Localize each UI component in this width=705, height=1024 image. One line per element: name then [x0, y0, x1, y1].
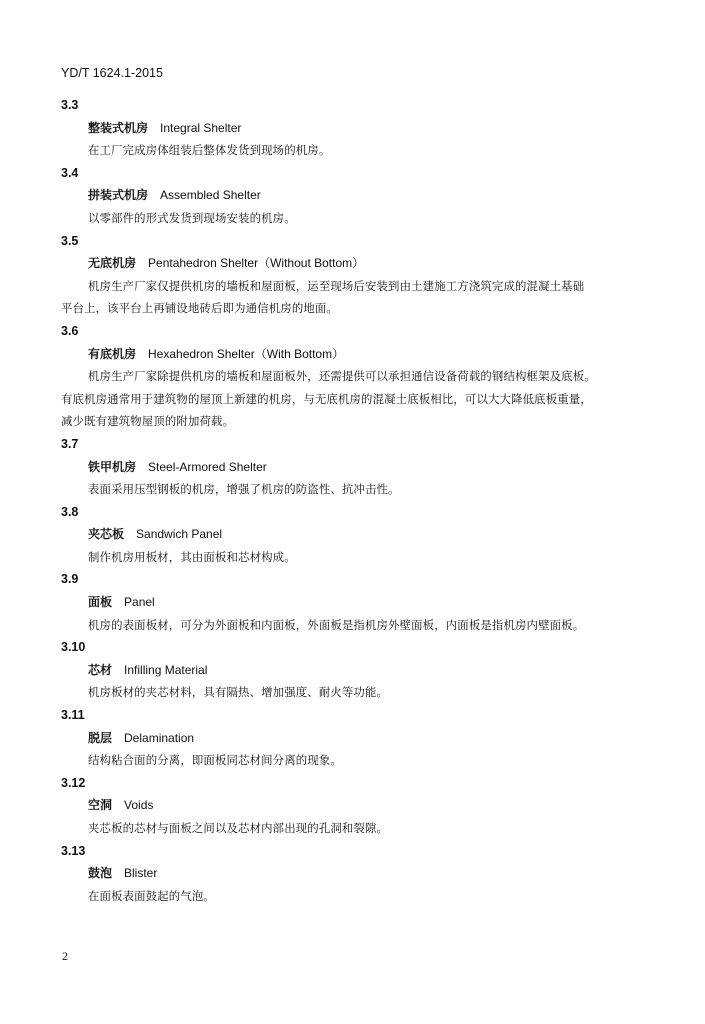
- clause-number: 3.3: [61, 98, 79, 112]
- page-number: 2: [62, 949, 68, 963]
- term-en: Voids: [124, 798, 154, 813]
- term-zh: 芯材: [88, 662, 113, 677]
- term-heading: [61, 456, 661, 479]
- definition-entry-3-7: [61, 433, 661, 501]
- clause-number: 3.11: [61, 708, 85, 723]
- term-heading: [61, 343, 661, 366]
- term-zh: 脱层: [88, 730, 113, 745]
- definitions-list: [61, 94, 661, 907]
- term-heading: [61, 727, 661, 750]
- term-zh: 有底机房: [88, 346, 137, 361]
- term-definition: 机房板材的夹芯材料，具有隔热、增加强度、耐火等功能。: [88, 685, 389, 700]
- term-en: Integral Shelter: [160, 120, 242, 135]
- term-heading: [61, 523, 661, 546]
- definition-entry-3-3: [61, 94, 661, 162]
- term-zh: 拼装式机房: [88, 188, 149, 203]
- term-zh: 鼓泡: [88, 866, 113, 881]
- clause-number: 3.10: [61, 640, 86, 655]
- clause-number: 3.6: [61, 323, 79, 338]
- clause-number: 3.9: [61, 572, 79, 587]
- term-en: Sandwich Panel: [136, 527, 223, 542]
- term-definition: 制作机房用板材，其由面板和芯材构成。: [88, 549, 296, 564]
- term-definition: 表面采用压型钢板的机房，增强了机房的防盗性、抗冲击性。: [88, 482, 400, 497]
- term-heading: [61, 252, 661, 275]
- term-en: Panel: [124, 595, 155, 610]
- term-definition-line: 有底机房通常用于建筑物的屋顶上新建的机房，与无底机房的混凝土底板相比，可以大大降低底板重量，: [61, 391, 592, 406]
- term-definition: 在面板表面鼓起的气泡。: [88, 888, 215, 903]
- term-definition: 机房的表面板材，可分为外面板和内面板，外面板是指机房外壁面板，内面板是指机房内壁面板。: [88, 617, 585, 632]
- term-heading: [61, 794, 661, 817]
- term-heading: [61, 862, 661, 885]
- term-en: Blister: [124, 866, 158, 881]
- definition-entry-3-4: [61, 162, 661, 230]
- definition-entry-3-13: [61, 840, 661, 908]
- term-definition-line: 平台上，该平台上再铺设地砖后即为通信机房的地面。: [61, 301, 338, 316]
- term-definition: 结构粘合面的分离，即面板同芯材间分离的现象。: [88, 753, 342, 768]
- term-definition-line: 机房生产厂家除提供机房的墙板和屋面板外，还需提供可以承担通信设备荷载的钢结构框架及底板。: [88, 369, 596, 384]
- definition-entry-3-5: [61, 230, 661, 320]
- term-heading: [61, 184, 661, 207]
- clause-number: 3.7: [61, 436, 79, 451]
- definition-entry-3-10: [61, 636, 661, 704]
- term-heading: [61, 659, 661, 682]
- term-zh: 整装式机房: [88, 120, 149, 135]
- term-definition-line: 机房生产厂家仅提供机房的墙板和屋面板，运至现场后安装到由土建施工方浇筑完成的混凝土基础: [88, 278, 585, 293]
- definition-entry-3-11: [61, 704, 661, 772]
- clause-number: 3.5: [61, 233, 79, 248]
- definition-entry-3-12: [61, 772, 661, 840]
- term-en: Assembled Shelter: [160, 188, 261, 203]
- term-zh: 面板: [88, 595, 113, 610]
- definition-entry-3-6: [61, 320, 661, 433]
- term-heading: [61, 591, 661, 614]
- term-en: Infilling Material: [124, 662, 208, 677]
- term-definition-line: 减少既有建筑物屋顶的附加荷载。: [61, 414, 235, 429]
- clause-number: 3.12: [61, 775, 86, 790]
- term-en: Delamination: [124, 730, 195, 745]
- definition-entry-3-8: [61, 501, 661, 569]
- term-zh: 夹芯板: [88, 527, 125, 542]
- definition-entry-3-9: [61, 568, 661, 636]
- term-en: Steel-Armored Shelter: [148, 459, 267, 474]
- term-definition: 以零部件的形式发货到现场安装的机房。: [88, 210, 296, 225]
- clause-number: 3.13: [61, 843, 86, 858]
- term-en: Hexahedron Shelter（With Bottom）: [148, 346, 345, 361]
- document-id-header: YD/T 1624.1-2015: [61, 66, 163, 80]
- term-zh: 铁甲机房: [88, 459, 137, 474]
- term-en: Pentahedron Shelter（Without Bottom）: [148, 256, 365, 271]
- term-zh: 无底机房: [88, 256, 137, 271]
- term-definition: 在工厂完成房体组装后整体发货到现场的机房。: [88, 143, 331, 158]
- term-definition: 夹芯板的芯材与面板之间以及芯材内部出现的孔洞和裂隙。: [88, 821, 389, 835]
- term-zh: 空洞: [88, 798, 113, 813]
- clause-number: 3.4: [61, 165, 79, 180]
- term-heading: [61, 117, 661, 140]
- clause-number: 3.8: [61, 504, 79, 519]
